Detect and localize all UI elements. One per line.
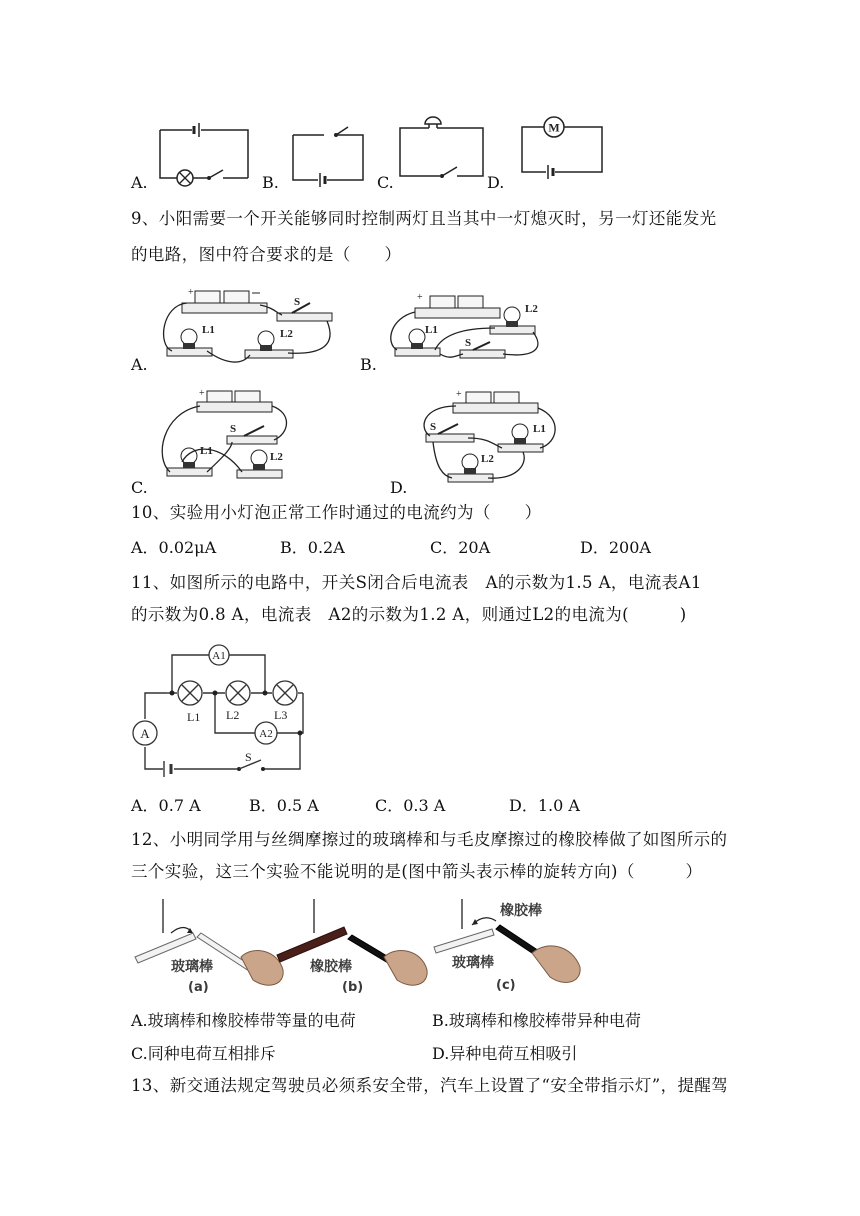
q9c-l1-label: L1 [200,445,213,457]
q9-stem-line2: 的电路，图中符合要求的是（ ） [131,245,402,264]
motor-symbol: M [548,120,560,135]
q12-option-b[interactable]: B.玻璃棒和橡胶棒带异种电荷 [432,1011,641,1030]
q12b-rod-label: 橡胶棒 [310,959,352,975]
q12c-tag: (c) [496,978,516,993]
q11-option-a[interactable]: A．0.7 A [131,796,201,815]
lamp-l1-label: L1 [187,710,201,724]
q12c-rubber-label: 橡胶棒 [500,903,542,919]
q9-figure-a [152,285,347,375]
q9-option-c-label[interactable]: C. [131,478,148,497]
q8-circuit-c [395,110,490,188]
q9-figure-c [152,388,292,483]
q8-option-c-label[interactable]: C. [377,173,394,192]
meter-a2-label: A2 [259,728,273,740]
q9d-l1-label: L1 [533,423,546,435]
svg-text:+: + [417,292,423,303]
q9-option-a-label[interactable]: A. [131,355,148,374]
q9a-l1-label: L1 [202,324,215,336]
q9b-switch-label: S [465,337,472,349]
q12-option-a[interactable]: A.玻璃棒和橡胶棒带等量的电荷 [131,1011,356,1030]
q10-option-a[interactable]: A．0.02μA [131,538,217,557]
q9-stem-line1: 9、小阳需要一个开关能够同时控制两灯且当其中一灯熄灭时，另一灯还能发光 [131,209,717,228]
q11-option-c[interactable]: C．0.3 A [375,796,446,815]
q9b-l1-label: L1 [425,324,438,336]
q9d-l2-label: L2 [481,453,494,465]
q8-option-b-label[interactable]: B. [262,173,279,192]
q9a-switch-label: S [294,296,301,308]
q12-option-d[interactable]: D.异种电荷互相吸引 [432,1044,578,1063]
q11-stem-line1: 11、如图所示的电路中，开关S闭合后电流表 A的示数为1.5 A，电流表A1 [131,573,702,592]
q10-option-d[interactable]: D．200A [580,538,651,557]
q9-option-d-label[interactable]: D. [390,478,408,497]
q9-figure-d [418,388,568,488]
lamp-l3-label: L3 [274,708,288,722]
q12c-glass-label: 玻璃棒 [452,955,494,971]
q8-circuit-b [288,120,368,188]
q13-stem-line1: 13、新交通法规定驾驶员必须系安全带，汽车上设置了“安全带指示灯”，提醒驾 [131,1076,729,1095]
q9a-l2-label: L2 [280,328,293,340]
q10-stem: 10、实验用小灯泡正常工作时通过的电流约为（ ） [131,503,542,522]
q12-figure-a [133,895,288,995]
q9-figure-b [385,288,550,368]
q12-figure-c [432,895,587,995]
svg-text:+: + [456,389,462,400]
q10-option-c[interactable]: C．20A [430,538,491,557]
q12-stem-line2: 三个实验，这三个实验不能说明的是(图中箭头表示棒的旋转方向)（ ） [131,862,703,881]
q8-option-a-label[interactable]: A. [131,173,148,192]
lamp-l2-label: L2 [226,708,240,722]
q8-option-d-label[interactable]: D. [487,173,505,192]
q9d-switch-label: S [430,421,437,433]
meter-a-label: A [140,726,150,741]
q10-option-b[interactable]: B．0.2A [280,538,345,557]
svg-text:+: + [199,388,205,399]
q11-option-d[interactable]: D．1.0 A [509,796,580,815]
q11-stem-line2: 的示数为0.8 A，电流表 A2的示数为1.2 A，则通过L2的电流为( ) [131,605,687,624]
q9-option-b-label[interactable]: B. [360,355,377,374]
q12-figure-b [272,895,432,995]
q11-option-b[interactable]: B．0.5 A [249,796,319,815]
q12a-tag: (a) [188,980,209,995]
q12b-tag: (b) [342,980,364,995]
switch-s-label: S [245,750,252,764]
q8-circuit-d [516,112,608,188]
q9b-l2-label: L2 [525,303,538,315]
svg-text:+: + [188,287,194,298]
meter-a1-label: A1 [212,650,226,662]
q11-circuit-diagram [125,635,315,780]
q12a-rod-label: 玻璃棒 [171,959,213,975]
q9c-switch-label: S [230,423,237,435]
q9c-l2-label: L2 [270,451,283,463]
q12-stem-line1: 12、小明同学用与丝绸摩擦过的玻璃棒和与毛皮摩擦过的橡胶棒做了如图所示的 [131,830,728,849]
q8-circuit-a [155,120,255,188]
q12-option-c[interactable]: C.同种电荷互相排斥 [131,1044,276,1063]
